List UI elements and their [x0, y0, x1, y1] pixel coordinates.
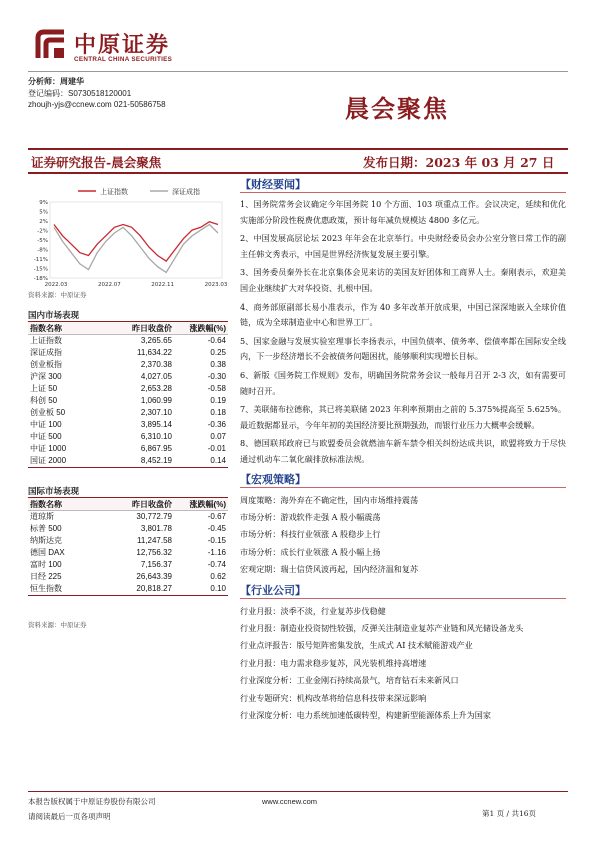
index-name: 科创 50 [30, 396, 58, 405]
y-tick-label: 5% [39, 209, 48, 216]
table-title: 国内市场表现 [28, 308, 228, 322]
industry-item[interactable]: 行业月报：制造业投资韧性较强，反弹关注制造业复苏产业链和风光储设备龙头 [240, 622, 524, 633]
website-link[interactable]: www.ccnew.com [262, 797, 318, 806]
index-name: 中证 1000 [30, 444, 67, 453]
close-price: 1,060.99 [140, 396, 172, 405]
index-name: 沪深 300 [30, 372, 62, 381]
change-pct: 0.19 [210, 396, 226, 405]
close-price: 2,370.38 [140, 360, 172, 369]
x-tick-label: 2022.03 [44, 282, 68, 288]
analyst-name: 分析师：周建华 [28, 77, 84, 86]
close-price: 8,452.19 [140, 456, 172, 465]
close-price: 26,643.39 [136, 572, 172, 581]
x-tick-label: 2022.11 [151, 282, 175, 288]
y-tick-label: -2% [37, 228, 48, 235]
domestic-market-table [28, 308, 228, 468]
change-pct: -0.15 [207, 536, 226, 545]
close-price: 4,027.05 [140, 372, 172, 381]
finance-item: 5、国家金融与发展实验室理事长李扬表示，中国负债率、债务率、偿债率都在国际安全线内，下一步经济增长不会被债务问题困扰，能够顺利实现增长目标。 [240, 335, 566, 362]
table-row [28, 395, 228, 407]
table-row [28, 571, 228, 583]
page-number: 第1 页 / 共16页 [482, 809, 536, 818]
index-name: 恒生指数 [30, 584, 62, 593]
publish-date: 发布日期：2023 年 03 月 27 日 [363, 155, 555, 170]
y-tick-label: -18% [33, 276, 48, 282]
close-price: 11,247.58 [137, 536, 172, 545]
close-price: 7,156.37 [140, 560, 172, 569]
logo-subtitle: CENTRAL CHINA SECURITIES [74, 56, 173, 63]
col-change: 涨跌幅(%) [189, 324, 226, 333]
finance-item: 7、美联储布拉德称，其已将美联储 2023 年利率预期由之前的 5.375%提高至 5.625%。最近数据都显示，今年年初的美国经济要比预期强劲，而银行业压力大概率会缓解。 [240, 404, 566, 430]
close-price: 30,772.79 [136, 512, 172, 521]
legend-label: 上证指数 [100, 188, 128, 196]
industry-item[interactable]: 行业专题研究：机构改革将给信息科技带来深远影响 [240, 692, 427, 703]
table-header [28, 498, 228, 511]
col-name: 指数名称 [30, 324, 62, 333]
finance-item: 8、德国联邦政府已与欧盟委员会就燃油车新车禁令相关纠纷达成共识，欧盟将致力于尽快通过机动车二氧化碳排放标准法规。 [240, 438, 566, 464]
table-row [28, 443, 228, 455]
finance-item: 4、商务部原副部长易小准表示，作为 40 多年改革开放成果，中国已深深地嵌入全球价值链，成为全球制造业中心和世界工厂。 [240, 301, 566, 328]
table-row [28, 431, 228, 443]
table-row [28, 419, 228, 431]
page-title: 晨会聚焦 [345, 94, 449, 123]
index-name: 德国 DAX [30, 548, 65, 557]
close-price: 2,307.10 [140, 408, 172, 417]
finance-item: 3、国务委员秦外长在北京集体会见来访的美国友好团体和工商界人士。秦刚表示，欢迎美国企业继续扩大对华投资、扎根中国。 [240, 267, 566, 293]
logo-text: 中原证券 [74, 32, 171, 58]
analyst-contact: zhoujh-yjs@ccnew.com 021-50586758 [28, 100, 166, 109]
report-type: 证券研究报告-晨会聚焦 [31, 155, 162, 170]
table-row [28, 535, 228, 547]
table-row [28, 371, 228, 383]
index-name: 中证 100 [30, 420, 62, 429]
table-row [28, 383, 228, 395]
table-row [28, 559, 228, 571]
registration-code: 登记编码：S0730518120001 [28, 89, 132, 98]
close-price: 3,895.14 [140, 420, 172, 429]
change-pct: 0.07 [210, 432, 226, 441]
index-trend-chart [28, 180, 228, 288]
y-tick-label: 2% [39, 219, 48, 225]
change-pct: -0.58 [207, 384, 226, 393]
industry-item[interactable]: 行业月报：电力需求稳步复苏，风光装机维持高增速 [240, 657, 427, 668]
change-pct: -1.16 [207, 548, 226, 557]
logo-mark [34, 28, 70, 62]
change-pct: -0.67 [207, 512, 226, 521]
macro-item[interactable]: 宏观定期：瑞士信贷风波再起，国内经济温和复苏 [240, 564, 419, 575]
close-price: 6,310.10 [140, 432, 172, 441]
macro-item[interactable]: 市场分析：科技行业领涨 A 股稳步上行 [240, 529, 381, 540]
col-close: 昨日收盘价 [132, 324, 172, 333]
index-name: 创业板指 [30, 360, 62, 369]
table-row [28, 583, 228, 595]
col-name: 指数名称 [30, 500, 62, 509]
table-row [28, 359, 228, 371]
table-row [28, 347, 228, 359]
international-market-table [28, 484, 228, 596]
finance-item: 6、新版《国务院工作规则》发布，明确国务院常务会议一般每月召开 2-3 次，如有需要可随时召开。 [240, 369, 566, 396]
finance-item: 1、国务院常务会议确定今年国务院 10 个方面、103 项重点工作。会议决定，延续和优化实施部分阶段性税费优惠政策，预计每年减负规模达 4800 多亿元。 [240, 199, 566, 225]
change-pct: -0.36 [207, 420, 226, 429]
index-name: 中证 500 [30, 432, 62, 441]
table-title: 国际市场表现 [28, 484, 228, 498]
index-name: 创业板 50 [30, 408, 66, 417]
col-close: 昨日收盘价 [132, 500, 172, 509]
finance-item: 2、中国发展高层论坛 2023 年年会在北京举行。中央财经委员会办公室分管日常工作的副主任韩文秀表示，中国是世界经济恢复发展主要引擎。 [240, 233, 566, 259]
change-pct: -0.45 [207, 524, 226, 533]
x-tick-label: 2022.07 [97, 282, 121, 288]
table-row [28, 455, 228, 467]
macro-item[interactable]: 周度策略：海外弃在不确定性，国内市场维持震荡 [240, 494, 419, 505]
index-name: 上证 50 [30, 384, 58, 393]
close-price: 11,634.22 [137, 348, 172, 357]
change-pct: -0.30 [207, 372, 226, 381]
x-tick-label: 2023.03 [204, 282, 228, 288]
plot-frame [50, 202, 222, 278]
chart-source: 资料来源：中原证券 [28, 291, 87, 299]
table-header [28, 322, 228, 335]
change-pct: -0.01 [207, 444, 226, 453]
change-pct: 0.18 [210, 408, 226, 417]
close-price: 2,653.28 [140, 384, 172, 393]
close-price: 20,818.27 [136, 584, 172, 593]
index-name: 日经 225 [30, 572, 62, 581]
change-pct: 0.25 [210, 348, 226, 357]
table-row [28, 407, 228, 419]
macro-item[interactable]: 市场分析：游戏软件走强 A 股小幅震荡 [240, 511, 381, 522]
col-change: 涨跌幅(%) [189, 500, 226, 509]
industry-item[interactable]: 行业点评报告：版号矩阵密集发放，生成式 AI 技术赋能游戏产业 [240, 640, 473, 651]
index-name: 富时 100 [30, 560, 62, 569]
news-column [240, 177, 566, 724]
close-price: 3,801.78 [140, 524, 172, 533]
index-name: 深证成指 [30, 348, 62, 357]
table-row [28, 523, 228, 535]
legend-label: 深证成指 [172, 188, 200, 196]
close-price: 6,867.95 [140, 444, 172, 453]
change-pct: -0.74 [207, 560, 226, 569]
footer-divider [28, 791, 568, 792]
industry-item[interactable]: 行业深度分析：工业金刚石持续高景气，培育钻石未来新风口 [240, 675, 459, 686]
table-source: 资料来源：中原证券 [28, 621, 87, 629]
change-pct: 0.38 [210, 360, 226, 369]
y-tick-label: -11% [33, 257, 48, 263]
header-divider [28, 71, 568, 72]
change-pct: 0.62 [210, 572, 226, 581]
industry-item[interactable]: 行业月报：淡季不淡，行业复苏步伐稳健 [240, 605, 386, 616]
index-name: 纳斯达克 [30, 536, 62, 545]
macro-strategy-title: 【宏观策略】 [240, 472, 566, 488]
y-tick-label: -15% [33, 266, 48, 273]
disclaimer-notice: 请阅读最后一页各项声明 [28, 812, 111, 821]
index-name: 标普 500 [30, 524, 62, 533]
close-price: 3,265.65 [140, 336, 172, 345]
y-tick-label: -8% [37, 247, 48, 254]
index-name: 国证 2000 [30, 456, 67, 465]
copyright-notice: 本报告版权属于中原证券股份有限公司 [28, 797, 156, 806]
y-tick-label: 9% [39, 200, 48, 206]
index-name: 上证指数 [30, 336, 62, 345]
table-row [28, 335, 228, 347]
close-price: 12,756.32 [136, 548, 172, 557]
industry-item[interactable]: 行业深度分析：电力系统加速低碳转型，构建新型能源体系上升为国家 [240, 709, 491, 720]
table-row [28, 547, 228, 559]
finance-news-title: 【财经要闻】 [240, 177, 566, 193]
industry-company-title: 【行业公司】 [240, 583, 566, 599]
macro-item[interactable]: 市场分析：成长行业领涨 A 股小幅上扬 [240, 546, 381, 557]
change-pct: -0.64 [207, 336, 226, 345]
y-tick-label: -5% [37, 238, 48, 244]
change-pct: 0.14 [210, 456, 226, 465]
table-row [28, 511, 228, 523]
change-pct: 0.10 [210, 584, 226, 593]
index-name: 道琼斯 [30, 512, 54, 521]
